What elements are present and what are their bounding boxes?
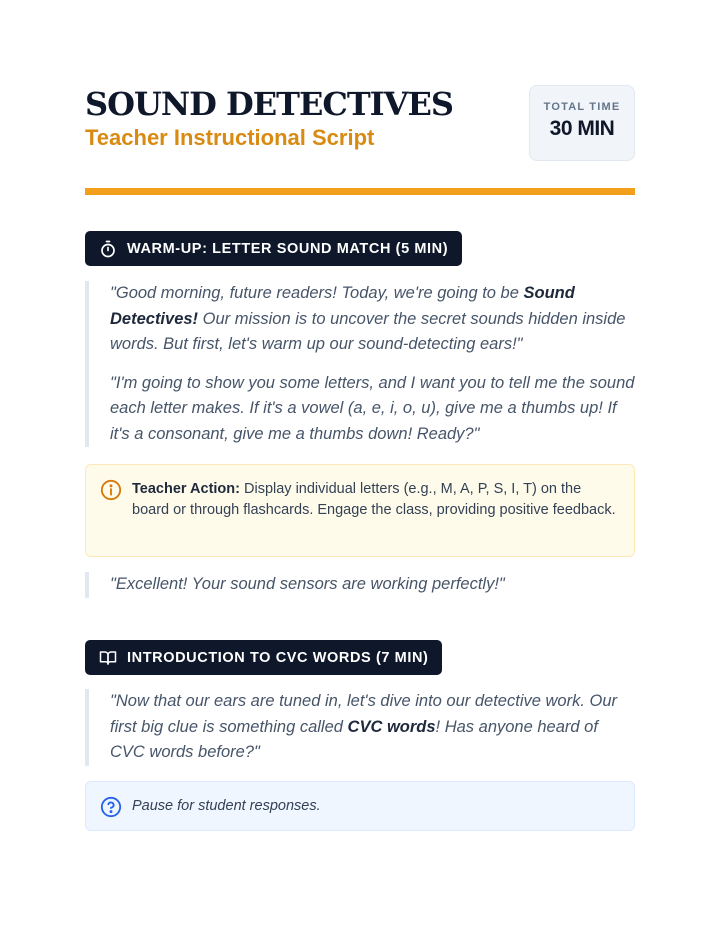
teacher-action-callout	[85, 464, 635, 557]
open-book-icon	[99, 649, 117, 667]
script-quote	[85, 689, 635, 766]
quote-text: Our mission is to uncover the secret sounds hidden inside words. But first, let's warm up our sound-detecting ears!"	[110, 309, 626, 353]
quote-paragraph: "I'm going to show you some letters, and I want you to tell me the sound each letter makes. If it's a vowel (a, e, i, o, u), give me a thumbs up! If it's a consonant, give me a thumbs down! Ready?"	[110, 373, 635, 443]
pause-callout	[85, 781, 635, 831]
section-title: INTRODUCTION TO CVC WORDS (7 MIN)	[127, 649, 429, 666]
quote-emphasis: CVC words	[347, 717, 436, 736]
quote-paragraph: "Excellent! Your sound sensors are working perfectly!"	[110, 575, 505, 593]
section-heading-cvc-words	[85, 640, 442, 675]
total-time-box	[529, 85, 635, 161]
stopwatch-icon	[99, 240, 117, 258]
page-title: SOUND DETECTIVES	[85, 85, 453, 123]
quote-text: "Good morning, future readers! Today, we're going to be	[110, 284, 524, 302]
header-divider	[85, 188, 635, 195]
quote-paragraph	[110, 689, 635, 766]
script-quote	[85, 281, 635, 447]
callout-body: Display individual letters (e.g., M, A, P, S, I, T) on the board or through flashcards. Engage the class, providing positive feedback.	[132, 481, 616, 518]
callout-label: Teacher Action:	[132, 481, 240, 497]
quote-text: ! Has anyone heard of CVC words before?"	[110, 717, 598, 761]
total-time-value: 30 MIN	[549, 117, 615, 140]
header	[85, 85, 635, 165]
callout-text	[132, 479, 620, 542]
script-quote	[85, 572, 635, 598]
page-subtitle: Teacher Instructional Script	[85, 125, 375, 150]
quote-paragraph	[110, 281, 635, 358]
info-circle-icon	[100, 479, 122, 501]
quote-text: "Now that our ears are tuned in, let's dive into our detective work. Our first big clue is something called	[110, 692, 618, 736]
question-circle-icon	[100, 796, 122, 818]
total-time-label: TOTAL TIME	[543, 101, 621, 113]
quote-emphasis: Sound Detectives!	[110, 284, 575, 328]
callout-text: Pause for student responses.	[132, 798, 321, 814]
section-heading-warm-up	[85, 231, 462, 266]
section-title: WARM-UP: LETTER SOUND MATCH (5 MIN)	[127, 240, 449, 257]
